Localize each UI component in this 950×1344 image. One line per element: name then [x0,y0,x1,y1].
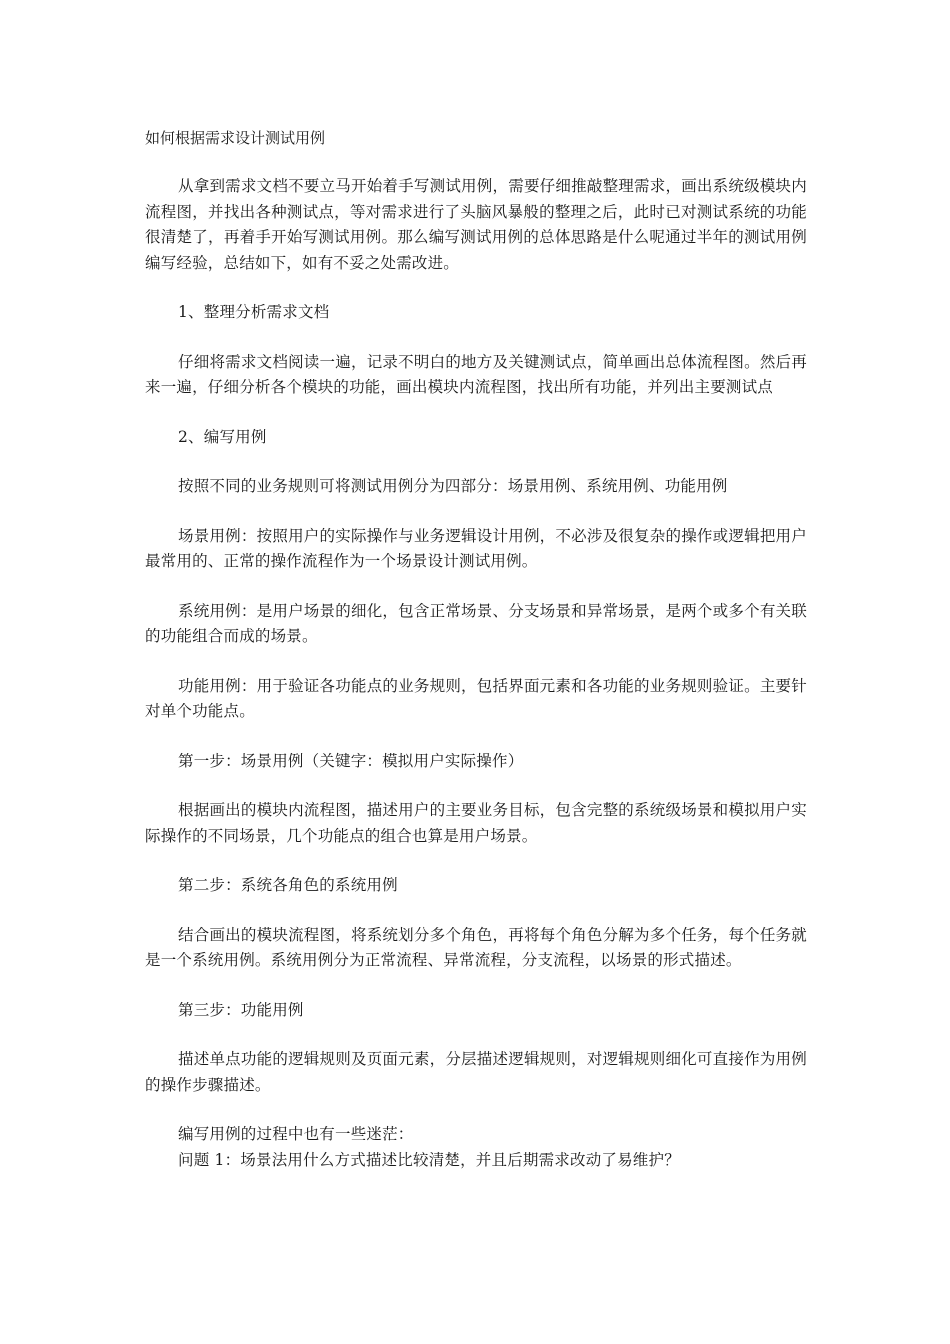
document-page [145,126,807,1173]
scene-case-paragraph: 场景用例：按照用户的实际操作与业务逻辑设计用例，不必涉及很复杂的操作或逻辑把用户最常用的、正常的操作流程作为一个场景设计测试用例。 [145,526,807,570]
intro-paragraph: 从拿到需求文档不要立马开始着手写测试用例，需要仔细推敲整理需求，画出系统级模块内流程图，并找出各种测试点，等对需求进行了头脑风暴般的整理之后，此时已对测试系统的功能很清楚了，再着手开始写测试用例。那么编写测试用例的总体思路是什么呢通过半年的测试用例编写经验，总结如下，如有不妥之处需改进。 [145,177,807,272]
step3-paragraph: 描述单点功能的逻辑规则及页面元素，分层描述逻辑规则，对逻辑规则细化可直接作为用例的操作步骤描述。 [145,1050,807,1094]
section1-heading: 1、整理分析需求文档 [178,303,330,321]
document-title: 如何根据需求设计测试用例 [145,129,326,147]
question-1: 问题 1：场景法用什么方式描述比较清楚，并且后期需求改动了易维护？ [178,1150,680,1169]
section2-intro-paragraph: 按照不同的业务规则可将测试用例分为四部分：场景用例、系统用例、功能用例 [178,477,728,495]
confusion-intro: 编写用例的过程中也有一些迷茫： [178,1125,414,1143]
step1-heading: 第一步：场景用例（关键字：模拟用户实际操作） [178,751,524,770]
step3-heading: 第三步：功能用例 [178,1000,304,1019]
step2-paragraph: 结合画出的模块流程图，将系统划分多个角色，再将每个角色分解为多个任务，每个任务就是一个系统用例。系统用例分为正常流程、异常流程，分支流程，以场景的形式描述。 [145,925,807,969]
function-case-paragraph: 功能用例：用于验证各功能点的业务规则，包括界面元素和各功能的业务规则验证。主要针对单个功能点。 [145,676,807,720]
system-case-paragraph: 系统用例：是用户场景的细化，包含正常场景、分支场景和异常场景，是两个或多个有关联的功能组合而成的场景。 [145,601,807,645]
section1-paragraph: 仔细将需求文档阅读一遍，记录不明白的地方及关键测试点，简单画出总体流程图。然后再来一遍，仔细分析各个模块的功能，画出模块内流程图，找出所有功能，并列出主要测试点 [145,352,807,396]
step2-heading: 第二步：系统各角色的系统用例 [178,876,398,894]
step1-paragraph: 根据画出的模块内流程图，描述用户的主要业务目标，包含完整的系统级场景和模拟用户实际操作的不同场景，几个功能点的组合也算是用户场景。 [145,801,807,845]
section2-heading: 2、编写用例 [178,427,267,446]
